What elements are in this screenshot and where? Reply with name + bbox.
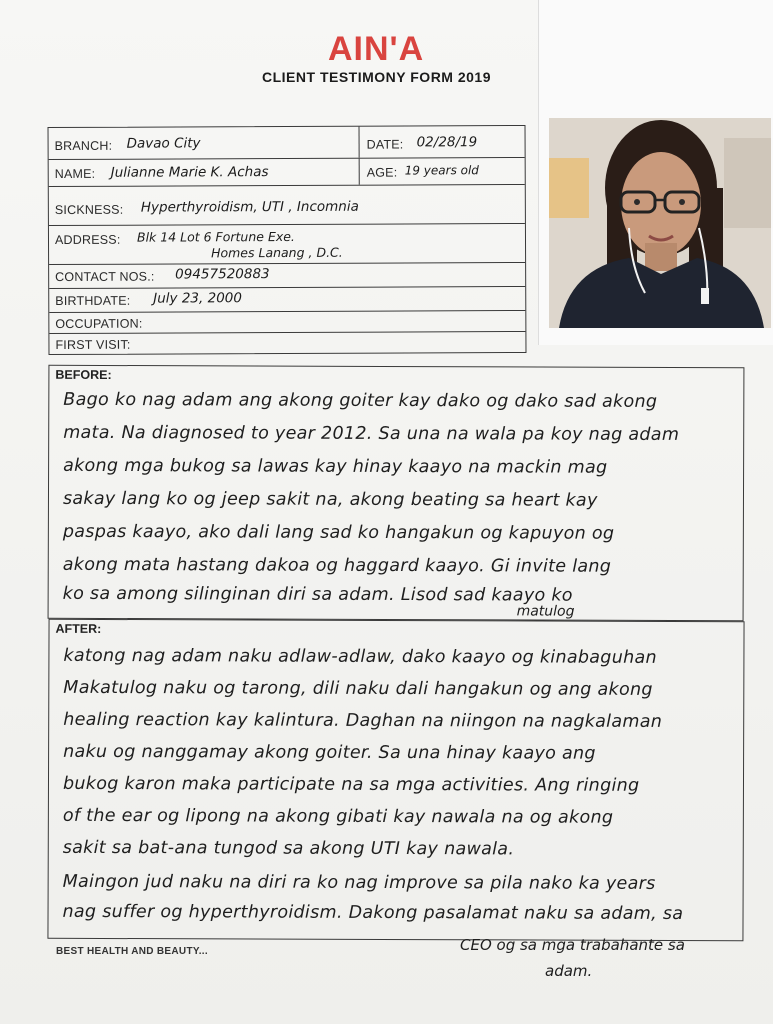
sickness-row bbox=[49, 185, 525, 226]
birthdate-label: BIRTHDATE: bbox=[55, 293, 131, 309]
address-row bbox=[49, 224, 525, 265]
after-line: naku og nanggamay akong goiter. Sa una hinay kaayo ang bbox=[63, 741, 596, 764]
name-label: NAME: bbox=[54, 166, 96, 182]
after-extra-line1: CEO og sa mga trabahante sa bbox=[460, 936, 685, 954]
address-value-line2: Homes Lanang , D.C. bbox=[211, 244, 343, 261]
after-line: Maingon jud naku na diri ra ko nag improve sa pila nako ka years bbox=[62, 871, 656, 894]
occupation-label: OCCUPATION: bbox=[55, 316, 143, 332]
after-label: AFTER: bbox=[55, 621, 102, 636]
before-line: akong mata hastang dakoa og haggard kaayo. Gi invite lang bbox=[62, 554, 612, 577]
age-label: AGE: bbox=[366, 165, 398, 180]
before-line: akong mga bukog sa lawas kay hinay kaayo na mackin mag bbox=[63, 455, 608, 478]
branch-label: BRANCH: bbox=[54, 138, 113, 154]
sickness-label: SICKNESS: bbox=[54, 202, 124, 218]
after-line: bukog karon maka participate na sa mga activities. Ang ringing bbox=[62, 773, 640, 796]
name-value: Julianne Marie K. Achas bbox=[110, 164, 269, 181]
first-visit-label: FIRST VISIT: bbox=[55, 337, 131, 353]
before-line: sakay lang ko og jeep sakit na, akong beating sa heart kay bbox=[62, 488, 598, 511]
contact-row bbox=[49, 263, 525, 289]
before-line: ko sa among silinginan diri sa adam. Lisod sad kaayo ko bbox=[62, 583, 573, 606]
column-divider bbox=[359, 159, 360, 185]
client-portrait-image bbox=[549, 118, 771, 328]
sickness-value: Hyperthyroidism, UTI , Incomnia bbox=[140, 198, 359, 216]
aina-logo: AIN'A bbox=[328, 30, 425, 68]
occupation-row bbox=[49, 311, 525, 334]
address-value-line1: Blk 14 Lot 6 Fortune Exe. bbox=[136, 228, 295, 245]
birthdate-row bbox=[49, 287, 525, 313]
form-title: CLIENT TESTIMONY FORM 2019 bbox=[262, 69, 491, 85]
contact-label: CONTACT NOS.: bbox=[55, 269, 155, 285]
after-extra-line2: adam. bbox=[545, 962, 593, 980]
before-extra: matulog bbox=[516, 603, 575, 620]
age-value: 19 years old bbox=[404, 163, 479, 178]
client-info-table bbox=[48, 125, 527, 355]
date-label: DATE: bbox=[366, 137, 404, 152]
first-visit-row bbox=[49, 332, 525, 356]
name-age-row bbox=[49, 158, 525, 187]
before-label: BEFORE: bbox=[55, 367, 112, 383]
before-line: mata. Na diagnosed to year 2012. Sa una na wala pa koy nag adam bbox=[63, 422, 680, 445]
footer-tagline: BEST HEALTH AND BEAUTY... bbox=[56, 946, 208, 957]
branch-value: Davao City bbox=[126, 135, 201, 152]
before-line: paspas kaayo, ako dali lang sad ko hangakun og kapuyon og bbox=[62, 521, 615, 544]
column-divider bbox=[359, 127, 360, 158]
after-line: katong nag adam naku adlaw-adlaw, dako kaayo og kinabaguhan bbox=[63, 645, 657, 668]
before-line: Bago ko nag adam ang akong goiter kay dako og dako sad akong bbox=[63, 389, 658, 412]
address-label: ADDRESS: bbox=[54, 232, 121, 248]
contact-value: 09457520883 bbox=[175, 266, 270, 283]
client-photo bbox=[549, 118, 771, 328]
after-line: healing reaction kay kalintura. Daghan na niingon na nagkalaman bbox=[63, 709, 663, 732]
after-section bbox=[47, 619, 744, 941]
before-section bbox=[48, 365, 745, 621]
after-line: Makatulog naku og tarong, dili naku dali hangakun og ang akong bbox=[63, 677, 653, 700]
client-photo-card bbox=[538, 0, 773, 345]
branch-date-row bbox=[49, 126, 525, 160]
birthdate-value: July 23, 2000 bbox=[153, 290, 242, 307]
after-line: sakit sa bat-ana tungod sa akong UTI kay nawala. bbox=[62, 837, 515, 860]
after-line: nag suffer og hyperthyroidism. Dakong pasalamat naku sa adam, sa bbox=[62, 901, 684, 925]
date-value: 02/28/19 bbox=[416, 134, 478, 151]
after-line: of the ear og lipong na akong gibati kay nawala na og akong bbox=[62, 805, 614, 828]
